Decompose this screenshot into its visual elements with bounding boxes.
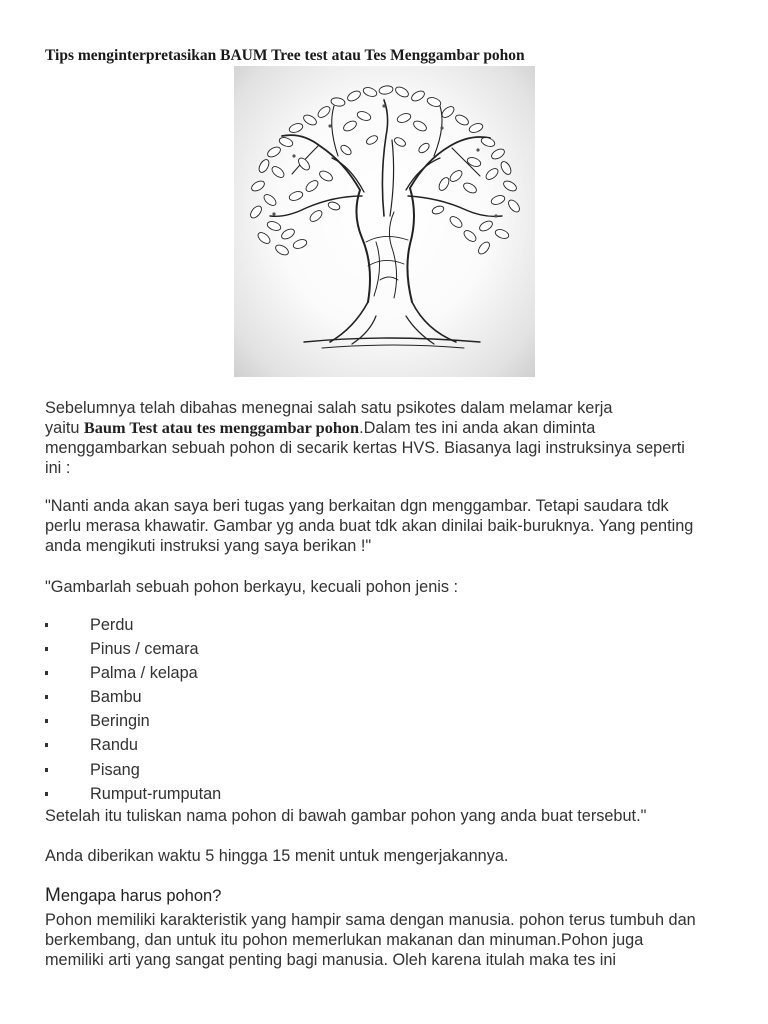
- list-item-label: Pinus / cemara: [90, 640, 199, 659]
- list-item-label: Bambu: [90, 688, 142, 707]
- list-item-label: Randu: [90, 736, 138, 755]
- intro-line: Sebelumnya telah dibahas menegnai salah satu psikotes dalam melamar kerja: [45, 399, 613, 417]
- list-item-label: Rumput-rumputan: [90, 784, 222, 803]
- list-item: [45, 663, 221, 687]
- list-item-label: Pisang: [90, 760, 140, 779]
- bullet-icon: [45, 743, 48, 747]
- list-item-label: Perdu: [90, 616, 134, 634]
- list-item: [45, 760, 221, 784]
- bullet-icon: [45, 792, 48, 796]
- document-title: Tips menginterpretasikan BAUM Tree test atau Tes Menggambar pohon: [45, 47, 525, 64]
- intro-line: ini :: [45, 459, 71, 477]
- quote-line: perlu merasa khawatir. Gambar yg anda buat tdk akan dinilai baik-buruknya. Yang penting: [45, 517, 694, 535]
- baum-test-bold: Baum Test atau tes menggambar pohon: [83, 418, 360, 437]
- excluded-tree-list: [45, 615, 221, 808]
- list-item: [45, 711, 221, 735]
- intro-paragraph: [45, 398, 735, 478]
- list-item: [45, 615, 221, 639]
- tree-illustration: [234, 66, 535, 377]
- list-item: [45, 784, 221, 808]
- bullet-icon: [45, 671, 48, 675]
- naming-instruction: Setelah itu tuliskan nama pohon di bawah gambar pohon yang anda buat tersebut.": [45, 807, 647, 825]
- intro-line: menggambarkan sebuah pohon di secarik kertas HVS. Biasanya lagi instruksinya seperti: [45, 439, 685, 457]
- bullet-icon: [45, 768, 48, 772]
- drawing-instruction: "Gambarlah sebuah pohon berkayu, kecuali pohon jenis :: [45, 578, 459, 596]
- bullet-icon: [45, 647, 48, 651]
- list-item: [45, 639, 221, 663]
- quote-line: "Nanti anda akan saya beri tugas yang berkaitan dgn menggambar. Tetapi saudara tdk: [45, 497, 669, 515]
- quote-line: anda mengikuti instruksi yang saya berikan !": [45, 537, 372, 555]
- why-tree-paragraph: [45, 910, 735, 970]
- list-item-label: Palma / kelapa: [90, 664, 198, 683]
- why-line: berkembang, dan untuk itu pohon memerlukan makanan dan minuman.Pohon juga: [45, 931, 644, 949]
- list-item: [45, 735, 221, 759]
- bullet-icon: [45, 695, 48, 699]
- instruction-quote: [45, 496, 735, 556]
- time-limit-text: Anda diberikan waktu 5 hingga 15 menit untuk mengerjakannya.: [45, 847, 509, 865]
- intro-text: .Dalam tes ini anda akan diminta: [359, 419, 596, 437]
- heading-first-letter: M: [45, 885, 61, 906]
- bullet-icon: [45, 623, 48, 627]
- intro-line: [45, 418, 735, 438]
- why-line: Pohon memiliki karakteristik yang hampir sama dengan manusia. pohon terus tumbuh dan: [45, 911, 696, 929]
- list-item: [45, 687, 221, 711]
- why-line: memiliki arti yang sangat penting bagi manusia. Oleh karena itulah maka tes ini: [45, 951, 617, 969]
- intro-text: yaitu: [45, 419, 84, 437]
- list-item-label: Beringin: [90, 712, 150, 731]
- bullet-icon: [45, 719, 48, 723]
- heading-rest: engapa harus pohon?: [60, 887, 222, 905]
- section-heading: [45, 886, 221, 906]
